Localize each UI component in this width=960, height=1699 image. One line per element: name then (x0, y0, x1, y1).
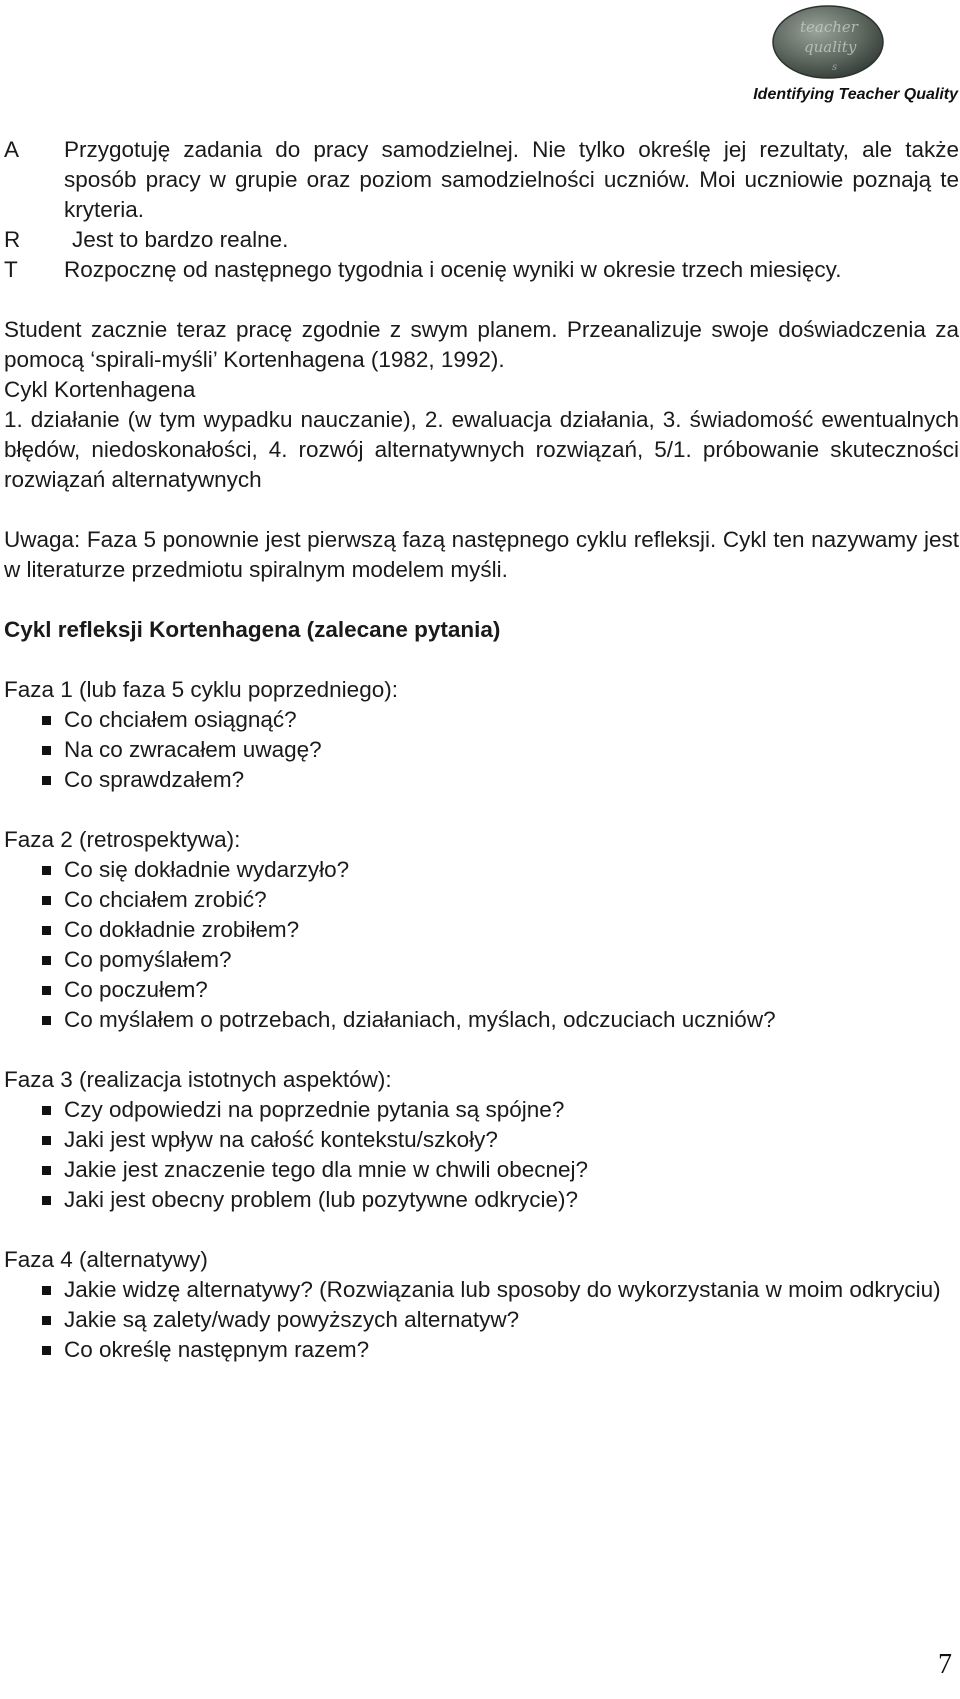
phase-3-questions (4, 1095, 959, 1215)
page-number: 7 (938, 1649, 952, 1680)
question-item: Na co zwracałem uwagę? (4, 735, 959, 765)
document-body (4, 135, 959, 1365)
phase-title: Faza 3 (realizacja istotnych aspektów): (4, 1067, 392, 1092)
question-item: Co chciałem osiągnąć? (4, 705, 959, 735)
art-text: Przygotuję zadania do pracy samodzielnej. Nie tylko określę jej rezultaty, ale także sposób pracy w grupie oraz poziom samodzielności uczniów. Moi uczniowie poznają te kryteria. (64, 137, 959, 222)
question-item: Co myślałem o potrzebach, działaniach, myślach, odczuciach uczniów? (4, 1005, 959, 1035)
phase-1-questions (4, 705, 959, 795)
art-row-t (4, 255, 959, 285)
note-paragraph: Uwaga: Faza 5 ponownie jest pierwszą fazą następnego cyklu refleksji. Cykl ten nazywamy jest w literaturze przedmiotu spiralnym modelem myśli. (4, 527, 959, 582)
question-item: Jakie są zalety/wady powyższych alternatyw? (4, 1305, 959, 1335)
teacher-quality-logo (770, 4, 886, 80)
art-row-r (4, 225, 959, 255)
question-item: Co poczułem? (4, 975, 959, 1005)
question-item: Co pomyślałem? (4, 945, 959, 975)
header-title: Identifying Teacher Quality (753, 86, 958, 103)
question-item: Czy odpowiedzi na poprzednie pytania są spójne? (4, 1095, 959, 1125)
art-letter: A (4, 137, 20, 162)
cycle-label: Cykl Kortenhagena (4, 377, 196, 402)
question-item: Co się dokładnie wydarzyło? (4, 855, 959, 885)
cycle-steps: 1. działanie (w tym wypadku nauczanie), 2. ewaluacja działania, 3. świadomość ewentualnych błędów, niedoskonałości, 4. rozwój alternatywnych rozwiązań, 5/1. próbowanie skuteczności rozwiązań alternatywnych (4, 407, 959, 492)
question-item: Jaki jest wpływ na całość kontekstu/szkoły? (4, 1125, 959, 1155)
svg-text:s: s (832, 62, 838, 73)
phase-title: Faza 4 (alternatywy) (4, 1247, 208, 1272)
art-row-a (4, 135, 959, 225)
art-text: Rozpocznę od następnego tygodnia i ocenię wyniki w okresie trzech miesięcy. (64, 257, 842, 282)
question-item: Jakie jest znaczenie tego dla mnie w chwili obecnej? (4, 1155, 959, 1185)
question-item: Co określę następnym razem? (4, 1335, 959, 1365)
question-item: Co sprawdzałem? (4, 765, 959, 795)
phase-4-questions (4, 1275, 959, 1365)
svg-text:quality: quality (804, 38, 857, 56)
art-text: Jest to bardzo realne. (72, 227, 289, 252)
phase-title: Faza 1 (lub faza 5 cyklu poprzedniego): (4, 677, 398, 702)
intro-paragraph: Student zacznie teraz pracę zgodnie z swym planem. Przeanalizuje swoje doświadczenia za pomocą ‘spirali-myśli’ Kortenhagena (1982, 1992). (4, 317, 959, 372)
phase-2-questions (4, 855, 959, 1035)
question-item: Jaki jest obecny problem (lub pozytywne odkrycie)? (4, 1185, 959, 1215)
question-item: Co chciałem zrobić? (4, 885, 959, 915)
question-item: Jakie widzę alternatywy? (Rozwiązania lub sposoby do wykorzystania w moim odkryciu) (4, 1275, 959, 1305)
section-heading: Cykl refleksji Kortenhagena (zalecane pytania) (4, 617, 501, 642)
art-letter: R (4, 227, 21, 252)
svg-text:teacher: teacher (800, 18, 858, 36)
phase-title: Faza 2 (retrospektywa): (4, 827, 241, 852)
question-item: Co dokładnie zrobiłem? (4, 915, 959, 945)
art-letter: T (4, 257, 18, 282)
logo-emblem-icon (770, 4, 886, 80)
